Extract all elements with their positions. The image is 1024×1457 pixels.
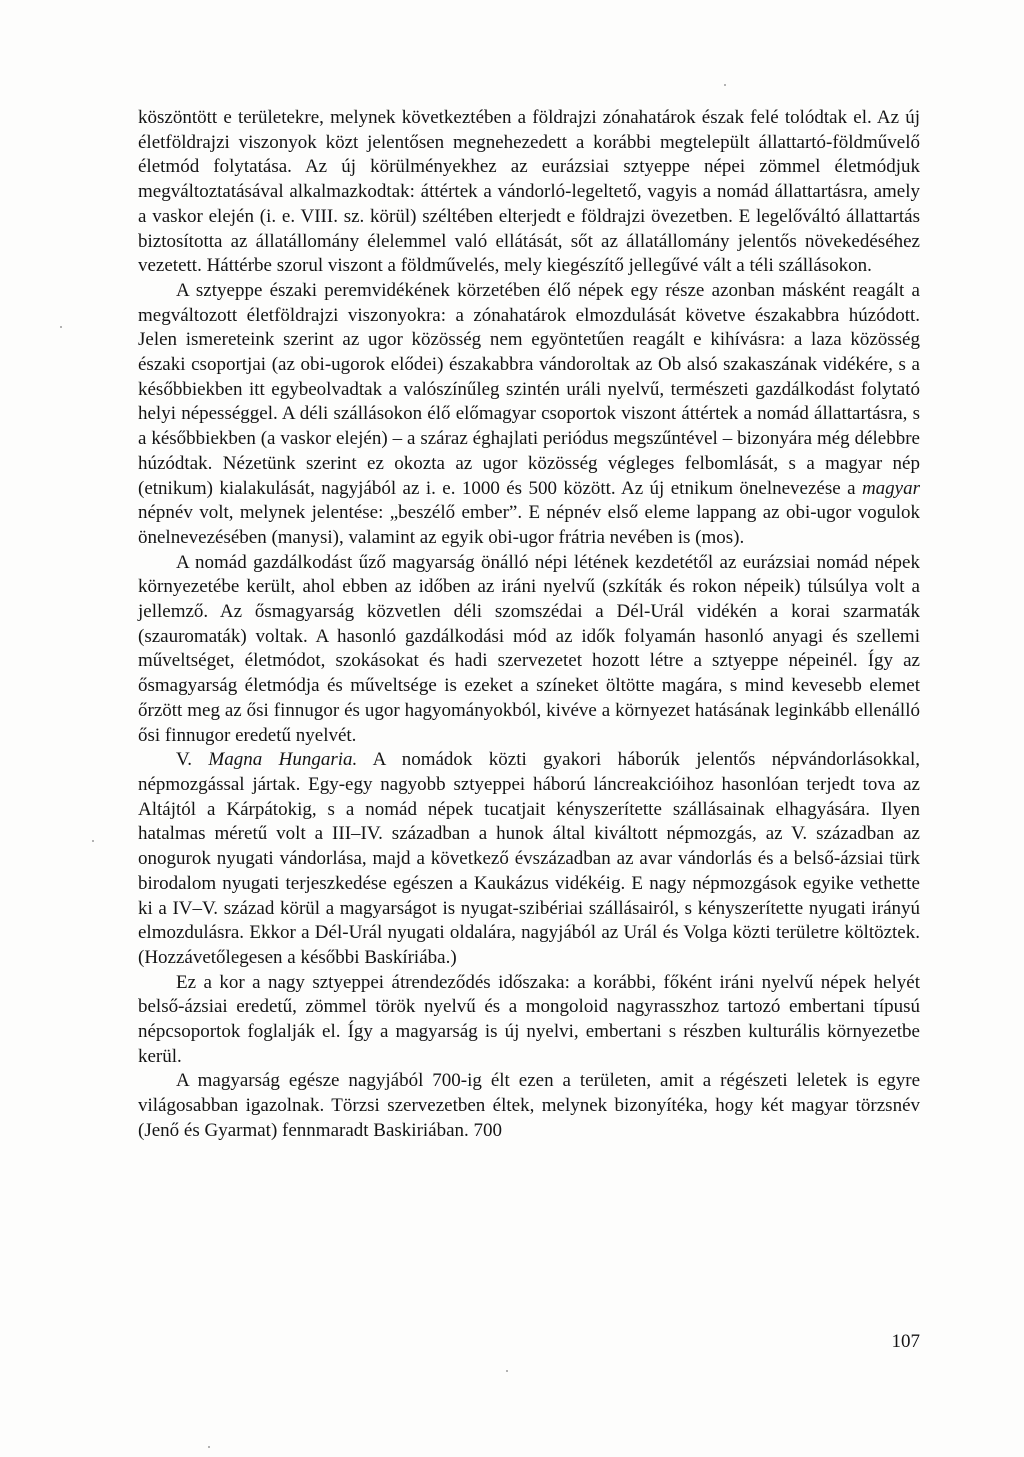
scan-speck [60,326,62,328]
body-text [138,106,920,1144]
paragraph-text: A sztyeppe északi peremvidékének körzetében élő népek egy része azonban másként reagált a megváltozott életföldrajzi viszonyokra: a zónahatárok elmozdulását követve északabbra húzódott. Jelen ismereteink szerint az ugor közösség nem egyöntetűen reagált e kihívásra: a laza közösség északi csoportjai (az obi-ugorok elődei) északabbra vándoroltak az Ob alsó szakaszának vidékére, s a későbbiekben itt egybeolvadtak a valószínűleg szintén uráli nyelvű, természeti gazdálkodást folytató helyi népességgel. A déli szállásokon élő előmagyar csoportok viszont áttértek a nomád állattartásra, s a későbbiekben (a vaskor elején) – a száraz éghajlati periódus megszűntével – bizonyára még délebbre húzódtak. Nézetünk szerint ez okozta az ugor közösség végleges felbomlását, s a magyar nép (etnikum) kialakulását, nagyjából az i. e. 1000 és 500 között. Az új etnikum önelnevezése a [138,279,920,499]
scan-speck [92,840,94,842]
scan-speck [208,1446,210,1448]
paragraph-text: A nomádok közti gyakori háborúk jelentős népvándorlásokkal, népmozgással jártak. Egy-egy nagyobb sztyeppei háború láncreakcióihoz hasonlóan terjedt tova az Altájtól a Kárpátokig, s a nomád népek tucatjait kényszerítette szállásainak elhagyására. Ilyen hatalmas méretű volt a III–IV. században a hunok által kiváltott népmozgás, az V. században az onogurok nyugati vándorlása, majd a következő évszázadban az avar vándorlás és a belső-ázsiai türk birodalom nyugati terjeszkedése egészen a Kaukázus vidékéig. E nagy népmozgások egyike vethette ki a IV–V. század körül a magyarságot is nyugat-szibériai szállásairól, s kényszerítette nyugati irányú elmozdulásra. Ekkor a Dél-Urál nyugati oldalára, nagyjából az Urál és Volga közti területre költöztek. (Hozzávetőlegesen a későbbi Baskíriába.) [138,749,921,968]
paragraph-text: V. [176,749,209,771]
scan-speck [506,1370,508,1372]
paragraph-text: A magyarság egésze nagyjából 700-ig élt ezen a területen, amit a régészeti leletek is egyre világosabban igazolnak. Törzsi szervezetben éltek, melynek bizonyítéka, hogy két magyar törzsnév (Jenő és Gyarmat) fennmaradt Baskiriában. 700 [138,1070,920,1141]
paragraph [138,551,920,749]
paragraph-text: Ez a kor a nagy sztyeppei átrendeződés időszaka: a korábbi, főként iráni nyelvű népek helyét belső-ázsiai eredetű, zömmel török nyelvű és a mongoloid nagyrasszhoz tartozó embertani típusú népcsoportok foglalják el. Így a magyarság is új nyelvi, embertani s részben kulturális környezetbe kerül. [138,971,920,1067]
paragraph-text: köszöntött e területekre, melynek következtében a földrajzi zónahatárok észak felé tolódtak el. Az új életföldrajzi viszonyok közt jelentősen megnehezedett a korábbi megtelepült állattartó-földművelő életmód folytatása. Az új körülményekhez az eurázsiai sztyeppe népei zömmel életmódjuk megváltoztatásával alkalmazkodtak: áttértek a vándorló-legeltető, vagyis a nomád állattartásra, amely a vaskor elején (i. e. VIII. sz. körül) széltében elterjedt e földrajzi övezetben. E legelőváltó állattartás biztosította az állatállomány élelemmel való ellátását, sőt az állatállomány jelentős növekedéséhez vezetett. Háttérbe szorul viszont a földművelés, mely kiegészítő jellegűvé vált a téli szállásokon. [138,107,920,277]
paragraph [138,1069,920,1143]
scan-speck [724,84,726,86]
italic-text: magyar [861,477,920,499]
italic-text: Magna Hungaria. [208,749,358,771]
paragraph-text: A nomád gazdálkodást űző magyarság önálló népi létének kezdetétől az eurázsiai nomád népek környezetébe került, ahol ebben az időben az iráni nyelvű (szkíták és rokon népeik) túlsúlya volt a jellemző. Az ősmagyarság közvetlen déli szomszédai a Dél-Urál vidékén a korai szarmaták (szauromaták) voltak. A hasonló gazdálkodási mód az idők folyamán hasonló anyagi és szellemi műveltséget, életmódot, szokásokat és hadi szervezetet hozott létre a sztyeppe népeinél. Így az ősmagyarság életmódja és műveltsége is ezeket a színeket öltötte magára, s mind kevesebb elemet őrzött meg az ősi finnugor és ugor hagyományokból, kivéve a környezet hatásának leginkább ellenálló ősi finnugor eredetű nyelvét. [138,551,920,746]
page-number: 107 [891,1331,920,1352]
paragraph [138,748,920,970]
paragraph-text: népnév volt, melynek jelentése: „beszélő ember”. E népnév első eleme lappang az obi-ugor vogulok önelnevezésében (manysi), valamint az egyik obi-ugor frátria nevében is (mos). [138,502,920,548]
paragraph [138,279,920,551]
paragraph [138,971,920,1070]
paragraph [138,106,920,279]
